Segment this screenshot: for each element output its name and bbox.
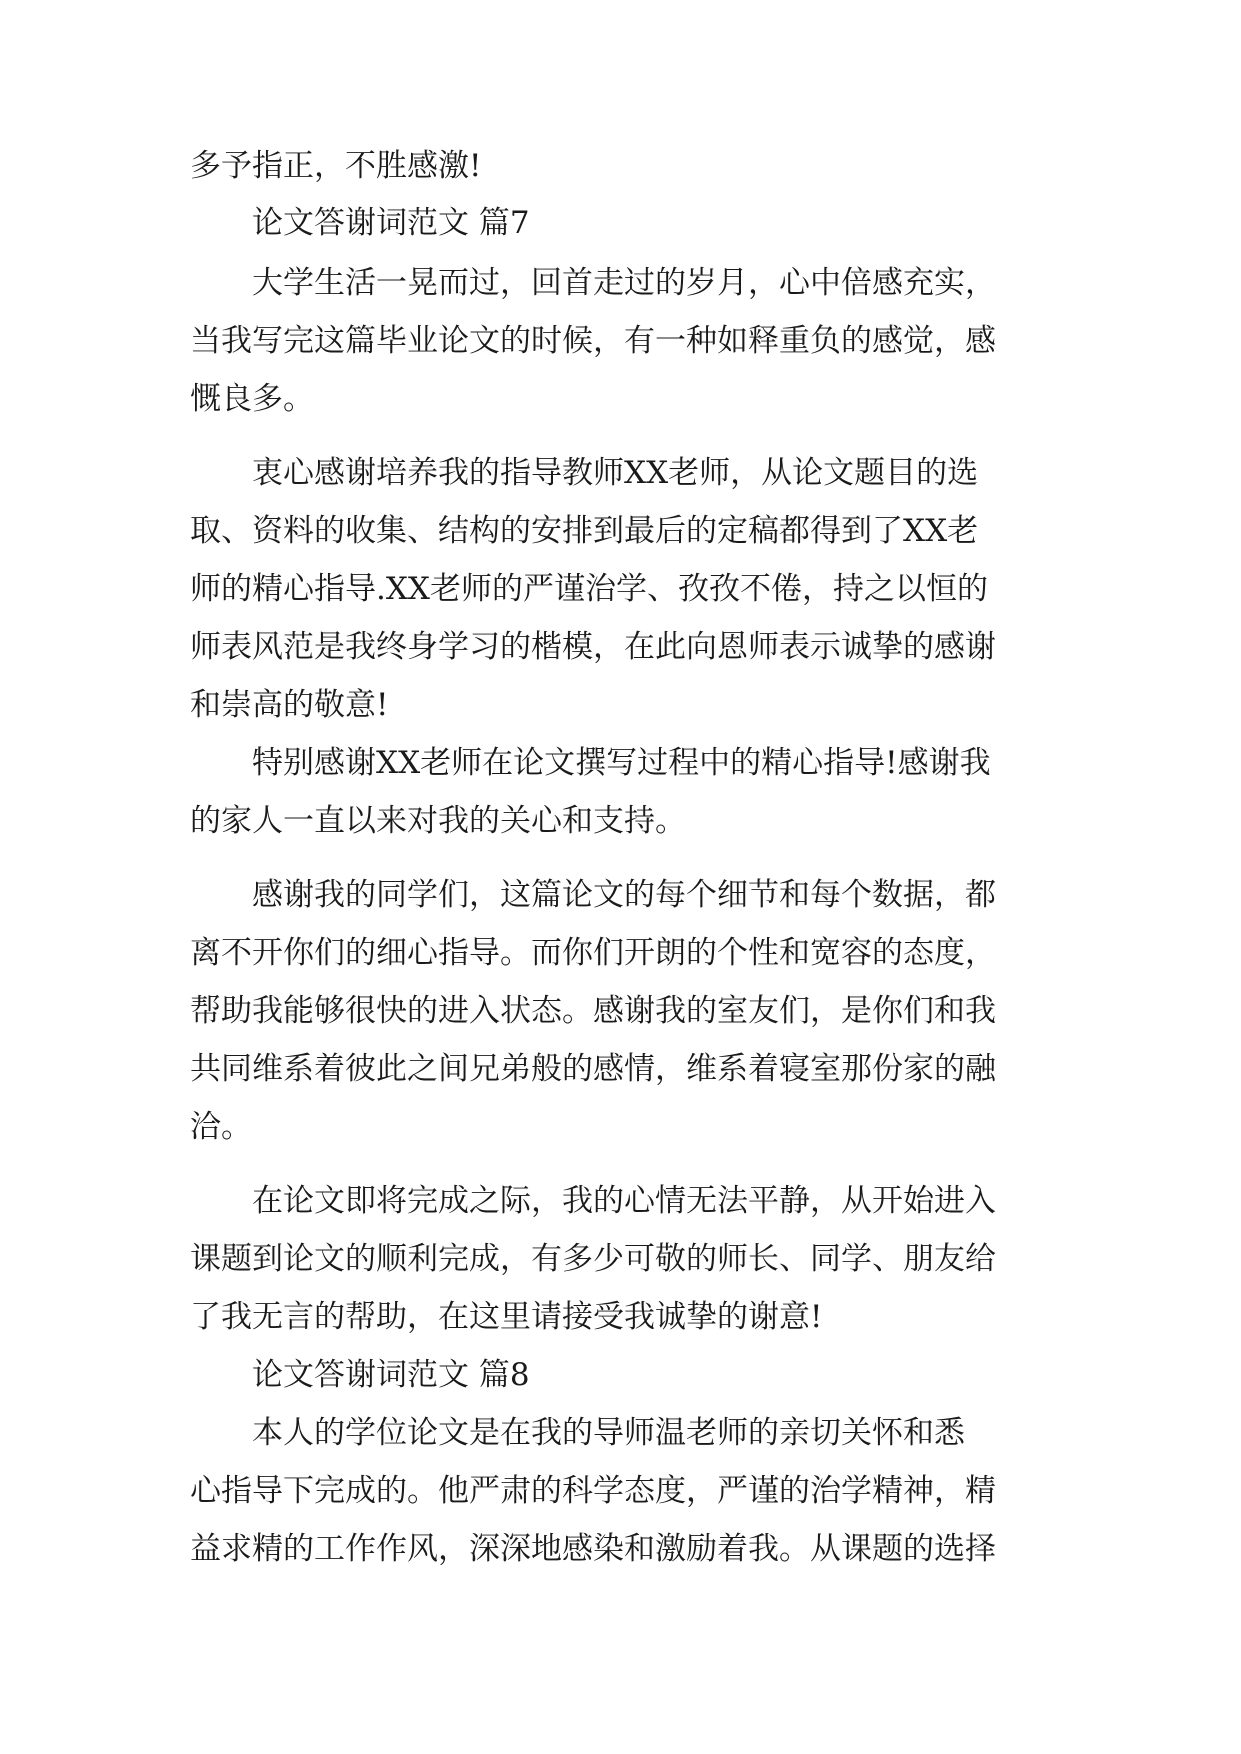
text-line: 师表风范是我终身学习的楷模，在此向恩师表示诚挚的感谢 <box>190 629 996 665</box>
text-line: 离不开你们的细心指导。而你们开朗的个性和宽容的态度， <box>190 935 996 971</box>
text-line: 当我写完这篇毕业论文的时候，有一种如释重负的感觉，感 <box>190 323 996 359</box>
text-line: 益求精的工作作风，深深地感染和激励着我。从课题的选择 <box>190 1531 996 1567</box>
section-heading: 论文答谢词范文 篇8 <box>252 1357 530 1393</box>
text-line: 和崇高的敬意! <box>190 687 389 723</box>
text-line: 共同维系着彼此之间兄弟般的感情，维系着寝室那份家的融 <box>190 1051 996 1087</box>
text-line: 心指导下完成的。他严肃的科学态度，严谨的治学精神，精 <box>190 1473 996 1509</box>
text-line: 师的精心指导.XX老师的严谨治学、孜孜不倦，持之以恒的 <box>190 571 988 607</box>
text-line: 了我无言的帮助，在这里请接受我诚挚的谢意! <box>190 1299 823 1335</box>
text-line: 衷心感谢培养我的指导教师XX老师，从论文题目的选 <box>252 455 979 491</box>
text-line: 特别感谢XX老师在论文撰写过程中的精心指导!感谢我 <box>252 745 991 781</box>
text-line: 洽。 <box>190 1109 252 1145</box>
section-heading: 论文答谢词范文 篇7 <box>252 205 530 241</box>
text-line: 本人的学位论文是在我的导师温老师的亲切关怀和悉 <box>252 1415 965 1451</box>
text-line: 慨良多。 <box>190 381 314 417</box>
text-line: 在论文即将完成之际，我的心情无法平静，从开始进入 <box>252 1183 996 1219</box>
text-line: 多予指正，不胜感激! <box>190 148 482 184</box>
text-line: 的家人一直以来对我的关心和支持。 <box>190 803 686 839</box>
text-line: 大学生活一晃而过，回首走过的岁月，心中倍感充实， <box>252 265 996 301</box>
text-line: 取、资料的收集、结构的安排到最后的定稿都得到了XX老 <box>190 513 979 549</box>
text-line: 感谢我的同学们，这篇论文的每个细节和每个数据，都 <box>252 877 996 913</box>
text-line: 课题到论文的顺利完成，有多少可敬的师长、同学、朋友给 <box>190 1241 996 1277</box>
text-line: 帮助我能够很快的进入状态。感谢我的室友们，是你们和我 <box>190 993 996 1029</box>
